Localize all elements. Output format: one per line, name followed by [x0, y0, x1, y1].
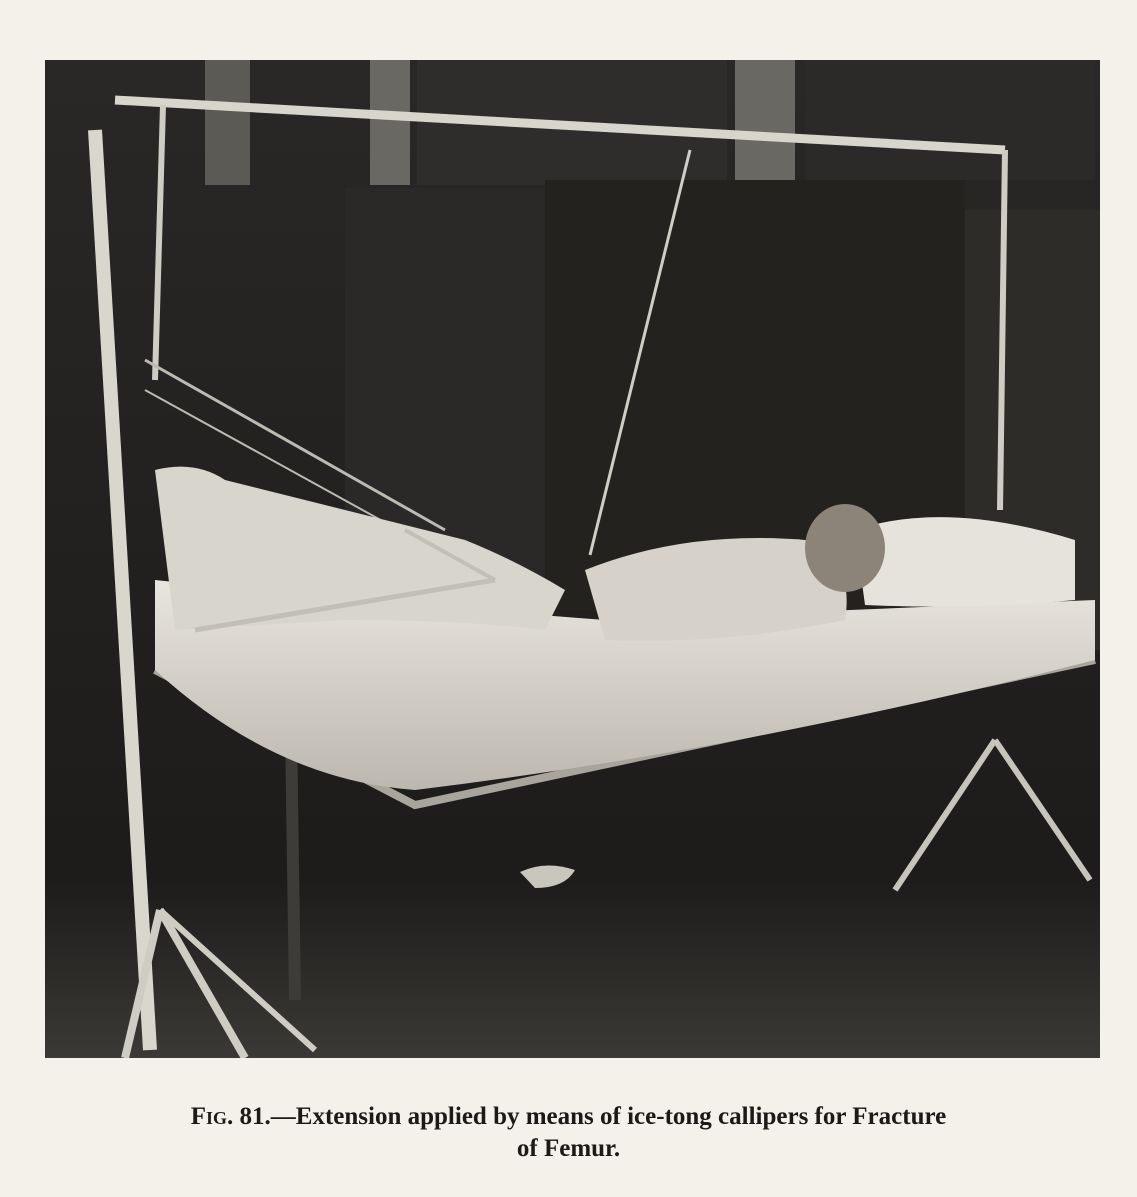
figure-caption-line-1: [0, 1102, 1137, 1132]
photo-illustration: [45, 60, 1100, 1058]
figure-photograph: [45, 60, 1100, 1058]
figure-label: Fig. 81.: [190, 1103, 271, 1130]
bleed-through-text-top: [90, 0, 1070, 34]
figure-caption-text: —Extension applied by means of ice-tong callipers for Fracture: [270, 1103, 947, 1130]
figure-caption-line-2: of Femur.: [0, 1134, 1137, 1164]
